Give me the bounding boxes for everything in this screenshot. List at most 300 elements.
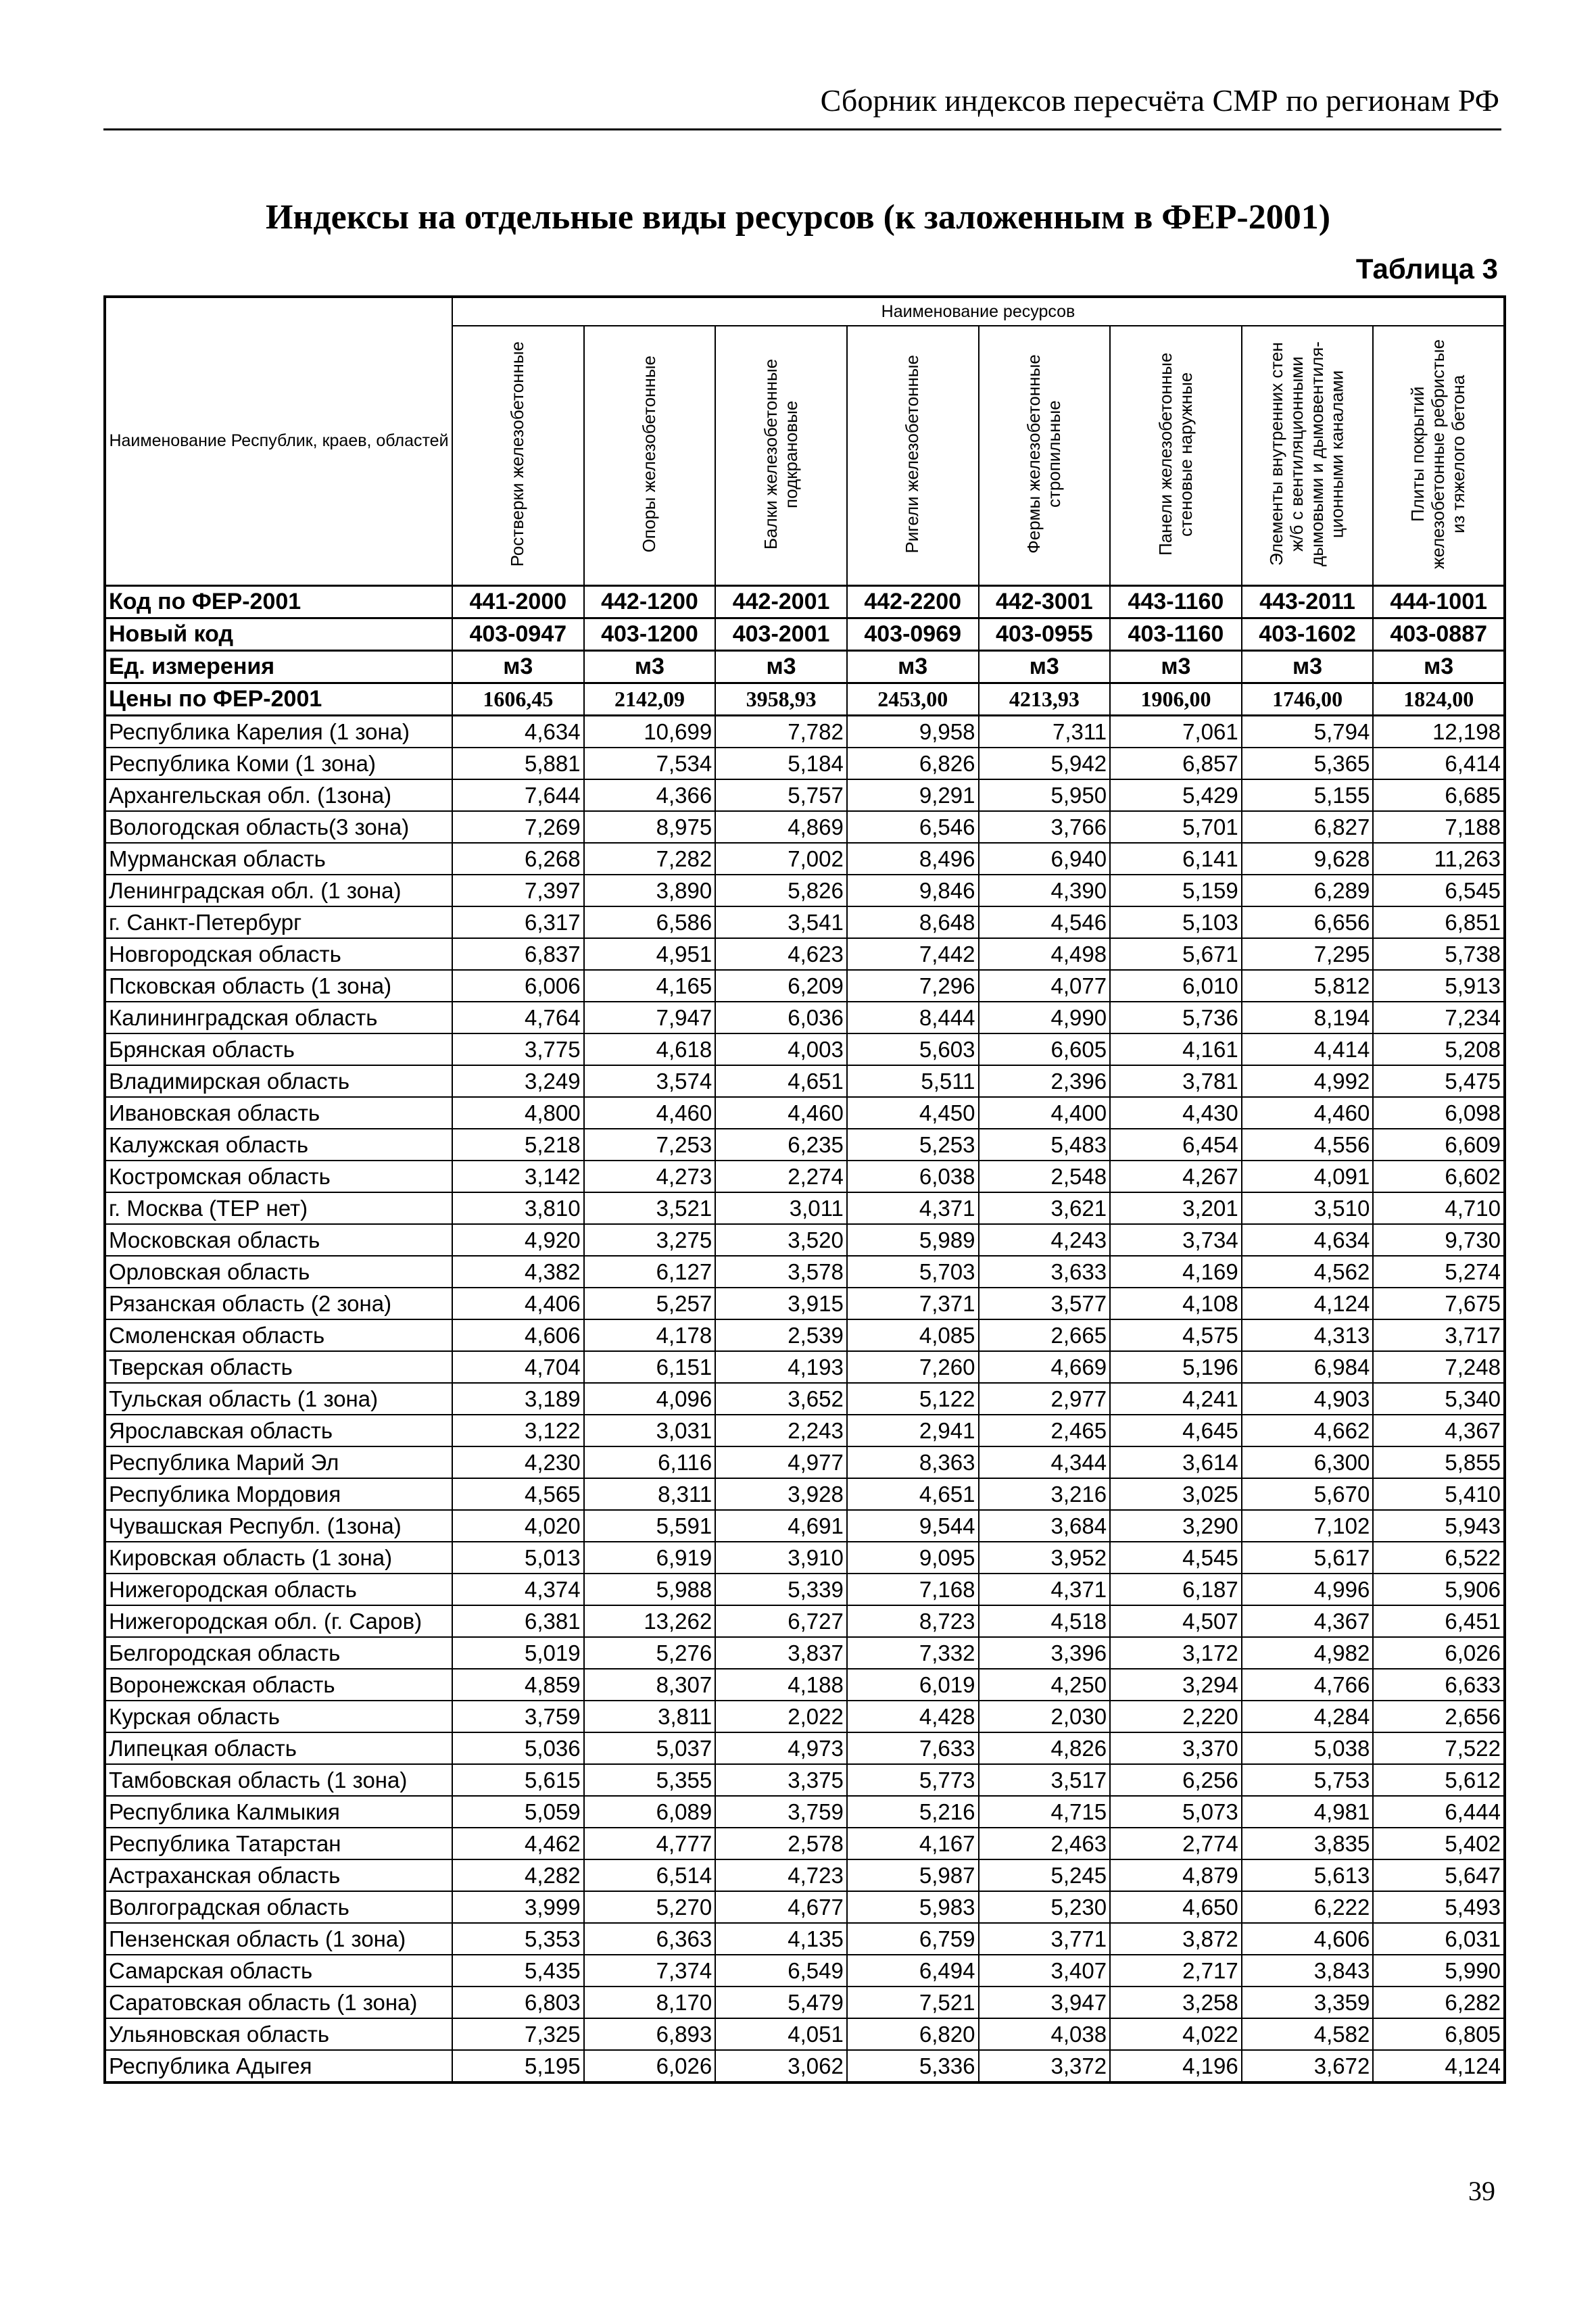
index-value: 5,493 [1373, 1891, 1505, 1923]
region-name: Тверская область [105, 1351, 452, 1383]
index-value: 2,463 [979, 1828, 1111, 1859]
index-value: 5,990 [1373, 1955, 1505, 1987]
price-cell: 2453,00 [847, 683, 979, 716]
index-value: 5,826 [715, 875, 847, 906]
index-value: 4,903 [1242, 1383, 1374, 1415]
index-value: 7,296 [847, 970, 979, 1002]
index-value: 3,201 [1110, 1192, 1242, 1224]
index-value: 3,578 [715, 1256, 847, 1288]
index-value: 3,275 [584, 1224, 716, 1256]
index-value: 5,155 [1242, 779, 1374, 811]
index-value: 6,026 [584, 2050, 716, 2082]
index-value: 3,810 [452, 1192, 584, 1224]
region-name: Республика Мордовия [105, 1478, 452, 1510]
unit-cell: м3 [1373, 651, 1505, 683]
index-value: 5,987 [847, 1859, 979, 1891]
index-value: 6,381 [452, 1605, 584, 1637]
index-value: 5,988 [584, 1574, 716, 1605]
index-value: 7,295 [1242, 938, 1374, 970]
index-value: 7,248 [1373, 1351, 1505, 1383]
index-value: 4,022 [1110, 2018, 1242, 2050]
index-value: 4,450 [847, 1097, 979, 1129]
index-value: 4,645 [1110, 1415, 1242, 1446]
index-value: 5,671 [1110, 938, 1242, 970]
index-value: 4,634 [452, 716, 584, 748]
unit-cell: м3 [1110, 651, 1242, 683]
index-value: 3,062 [715, 2050, 847, 2082]
index-value: 4,051 [715, 2018, 847, 2050]
table-row [105, 1701, 1505, 1732]
resource-column-header [1110, 326, 1242, 586]
region-name: Вологодская область(3 зона) [105, 811, 452, 843]
table-row [105, 1796, 1505, 1828]
price-cell: 3958,93 [715, 683, 847, 716]
index-value: 6,256 [1110, 1764, 1242, 1796]
price-cell: 1906,00 [1110, 683, 1242, 716]
price-row [105, 683, 1505, 716]
index-value: 3,510 [1242, 1192, 1374, 1224]
index-value: 7,633 [847, 1732, 979, 1764]
index-value: 5,757 [715, 779, 847, 811]
index-value: 5,511 [847, 1065, 979, 1097]
index-value: 6,827 [1242, 811, 1374, 843]
region-name: Ульяновская область [105, 2018, 452, 2050]
index-value: 5,218 [452, 1129, 584, 1161]
index-value: 4,546 [979, 906, 1111, 938]
index-value: 7,311 [979, 716, 1111, 748]
index-value: 4,677 [715, 1891, 847, 1923]
table-row [105, 716, 1505, 748]
resource-column-header [847, 326, 979, 586]
index-value: 3,684 [979, 1510, 1111, 1542]
index-value: 8,975 [584, 811, 716, 843]
index-value: 2,539 [715, 1319, 847, 1351]
index-value: 5,122 [847, 1383, 979, 1415]
index-value: 4,178 [584, 1319, 716, 1351]
region-column-header: Наименование Республик, краев, областей [105, 297, 452, 586]
index-value: 6,826 [847, 748, 979, 779]
index-value: 7,521 [847, 1987, 979, 2018]
index-value: 6,444 [1373, 1796, 1505, 1828]
index-value: 4,390 [979, 875, 1111, 906]
index-value: 6,282 [1373, 1987, 1505, 2018]
index-value: 5,647 [1373, 1859, 1505, 1891]
index-value: 7,102 [1242, 1510, 1374, 1542]
index-value: 6,609 [1373, 1129, 1505, 1161]
region-name: Владимирская область [105, 1065, 452, 1097]
index-value: 2,465 [979, 1415, 1111, 1446]
price-cell: 1746,00 [1242, 683, 1374, 716]
index-value: 6,038 [847, 1161, 979, 1192]
region-name: Самарская область [105, 1955, 452, 1987]
index-value: 4,091 [1242, 1161, 1374, 1192]
index-value: 3,574 [584, 1065, 716, 1097]
index-value: 4,460 [715, 1097, 847, 1129]
index-value: 4,460 [1242, 1097, 1374, 1129]
index-value: 7,534 [584, 748, 716, 779]
price-cell: 1824,00 [1373, 683, 1505, 716]
index-value: 4,167 [847, 1828, 979, 1859]
index-value: 2,243 [715, 1415, 847, 1446]
index-value: 7,260 [847, 1351, 979, 1383]
index-value: 6,026 [1373, 1637, 1505, 1669]
index-value: 3,872 [1110, 1923, 1242, 1955]
index-value: 5,738 [1373, 938, 1505, 970]
region-name: Липецкая область [105, 1732, 452, 1764]
index-value: 8,496 [847, 843, 979, 875]
new-code-label: Новый код [105, 618, 452, 651]
index-value: 6,414 [1373, 748, 1505, 779]
index-value: 6,602 [1373, 1161, 1505, 1192]
index-value: 5,479 [715, 1987, 847, 2018]
index-value: 6,010 [1110, 970, 1242, 1002]
table-row [105, 1637, 1505, 1669]
index-value: 3,025 [1110, 1478, 1242, 1510]
index-value: 3,835 [1242, 1828, 1374, 1859]
index-value: 6,893 [584, 2018, 716, 2050]
index-value: 8,723 [847, 1605, 979, 1637]
index-value: 5,355 [584, 1764, 716, 1796]
index-value: 3,759 [452, 1701, 584, 1732]
index-value: 4,951 [584, 938, 716, 970]
index-value: 7,188 [1373, 811, 1505, 843]
index-value: 4,366 [584, 779, 716, 811]
index-value: 4,869 [715, 811, 847, 843]
index-value: 6,036 [715, 1002, 847, 1033]
table-row [105, 970, 1505, 1002]
index-value: 2,220 [1110, 1701, 1242, 1732]
index-value: 4,723 [715, 1859, 847, 1891]
index-value: 6,857 [1110, 748, 1242, 779]
index-value: 4,800 [452, 1097, 584, 1129]
index-value: 4,020 [452, 1510, 584, 1542]
index-value: 4,382 [452, 1256, 584, 1288]
fer-code-cell: 442-1200 [584, 586, 716, 618]
index-value: 8,444 [847, 1002, 979, 1033]
index-value: 3,407 [979, 1955, 1111, 1987]
index-value: 3,031 [584, 1415, 716, 1446]
index-value: 6,940 [979, 843, 1111, 875]
index-value: 2,656 [1373, 1701, 1505, 1732]
index-value: 3,775 [452, 1033, 584, 1065]
table-row [105, 1764, 1505, 1796]
index-value: 2,022 [715, 1701, 847, 1732]
index-value: 6,209 [715, 970, 847, 1002]
index-value: 4,003 [715, 1033, 847, 1065]
region-name: Республика Карелия (1 зона) [105, 716, 452, 748]
region-name: Ивановская область [105, 1097, 452, 1129]
index-value: 5,073 [1110, 1796, 1242, 1828]
index-value: 4,977 [715, 1446, 847, 1478]
index-value: 4,374 [452, 1574, 584, 1605]
index-value: 2,578 [715, 1828, 847, 1859]
index-value: 6,633 [1373, 1669, 1505, 1701]
header-rule [103, 128, 1501, 130]
table-row [105, 1319, 1505, 1351]
region-name: Мурманская область [105, 843, 452, 875]
index-value: 5,365 [1242, 748, 1374, 779]
index-value: 4,344 [979, 1446, 1111, 1478]
index-value: 7,002 [715, 843, 847, 875]
index-value: 4,241 [1110, 1383, 1242, 1415]
index-value: 7,371 [847, 1288, 979, 1319]
region-name: Республика Татарстан [105, 1828, 452, 1859]
index-value: 7,442 [847, 938, 979, 970]
index-value: 5,230 [979, 1891, 1111, 1923]
index-value: 3,952 [979, 1542, 1111, 1574]
fer-code-cell: 442-2200 [847, 586, 979, 618]
table-row [105, 1002, 1505, 1033]
index-value: 5,703 [847, 1256, 979, 1288]
resource-name: Плиты покрытий железобетонные ребристые из тяжелого бетона [1407, 339, 1469, 569]
table-row [105, 1859, 1505, 1891]
index-value: 7,374 [584, 1955, 716, 1987]
index-value: 5,103 [1110, 906, 1242, 938]
table-row [105, 875, 1505, 906]
price-cell: 4213,93 [979, 683, 1111, 716]
index-value: 5,736 [1110, 1002, 1242, 1033]
index-value: 4,565 [452, 1478, 584, 1510]
running-head: Сборник индексов пересчёта СМР по регионам РФ [820, 83, 1499, 118]
index-value: 4,077 [979, 970, 1111, 1002]
index-value: 6,151 [584, 1351, 716, 1383]
region-name: г. Москва (ТЕР нет) [105, 1192, 452, 1224]
index-value: 5,613 [1242, 1859, 1374, 1891]
index-value: 6,656 [1242, 906, 1374, 938]
index-value: 5,881 [452, 748, 584, 779]
index-value: 3,370 [1110, 1732, 1242, 1764]
index-value: 5,591 [584, 1510, 716, 1542]
index-value: 5,950 [979, 779, 1111, 811]
index-value: 6,919 [584, 1542, 716, 1574]
table-row [105, 1161, 1505, 1192]
index-value: 6,984 [1242, 1351, 1374, 1383]
index-value: 5,257 [584, 1288, 716, 1319]
resource-name: Ригели железобетонные [902, 354, 923, 554]
index-value: 4,400 [979, 1097, 1111, 1129]
table-row [105, 1224, 1505, 1256]
index-value: 5,339 [715, 1574, 847, 1605]
index-value: 3,216 [979, 1478, 1111, 1510]
index-value: 4,606 [1242, 1923, 1374, 1955]
index-value: 6,820 [847, 2018, 979, 2050]
index-value: 4,135 [715, 1923, 847, 1955]
index-value: 2,030 [979, 1701, 1111, 1732]
index-value: 9,544 [847, 1510, 979, 1542]
index-value: 4,518 [979, 1605, 1111, 1637]
index-value: 7,522 [1373, 1732, 1505, 1764]
index-value: 5,402 [1373, 1828, 1505, 1859]
index-value: 4,859 [452, 1669, 584, 1701]
index-value: 3,843 [1242, 1955, 1374, 1987]
index-value: 2,977 [979, 1383, 1111, 1415]
index-value: 4,634 [1242, 1224, 1374, 1256]
index-value: 4,764 [452, 1002, 584, 1033]
region-name: Республика Адыгея [105, 2050, 452, 2082]
index-value: 3,614 [1110, 1446, 1242, 1478]
new-code-cell: 403-2001 [715, 618, 847, 651]
index-value: 3,837 [715, 1637, 847, 1669]
region-name: Костромская область [105, 1161, 452, 1192]
resource-name: Панели железобетонные стеновые наружные [1155, 352, 1196, 556]
fer-code-cell: 444-1001 [1373, 586, 1505, 618]
new-code-cell: 403-1160 [1110, 618, 1242, 651]
header-row-group [105, 297, 1505, 326]
index-value: 4,606 [452, 1319, 584, 1351]
index-value: 5,059 [452, 1796, 584, 1828]
index-value: 5,617 [1242, 1542, 1374, 1574]
index-value: 6,545 [1373, 875, 1505, 906]
index-value: 6,454 [1110, 1129, 1242, 1161]
region-name: Тамбовская область (1 зона) [105, 1764, 452, 1796]
index-value: 4,188 [715, 1669, 847, 1701]
index-value: 2,717 [1110, 1955, 1242, 1987]
unit-cell: м3 [847, 651, 979, 683]
index-value: 4,193 [715, 1351, 847, 1383]
index-value: 3,359 [1242, 1987, 1374, 2018]
table-row [105, 1542, 1505, 1574]
unit-row [105, 651, 1505, 683]
index-value: 5,794 [1242, 716, 1374, 748]
page-title: Индексы на отдельные виды ресурсов (к заложенным в ФЕР-2001) [265, 198, 1331, 237]
index-value: 4,715 [979, 1796, 1111, 1828]
index-value: 9,730 [1373, 1224, 1505, 1256]
index-value: 3,915 [715, 1288, 847, 1319]
index-value: 6,522 [1373, 1542, 1505, 1574]
index-value: 3,520 [715, 1224, 847, 1256]
table-row [105, 1732, 1505, 1764]
index-value: 5,184 [715, 748, 847, 779]
table-row [105, 1351, 1505, 1383]
unit-cell: м3 [584, 651, 716, 683]
table-row [105, 938, 1505, 970]
table-row [105, 1415, 1505, 1446]
index-value: 3,258 [1110, 1987, 1242, 2018]
index-value: 4,460 [584, 1097, 716, 1129]
price-label: Цены по ФЕР-2001 [105, 683, 452, 716]
index-value: 6,141 [1110, 843, 1242, 875]
index-value: 6,514 [584, 1859, 716, 1891]
index-value: 5,701 [1110, 811, 1242, 843]
table-row [105, 1955, 1505, 1987]
price-cell: 1606,45 [452, 683, 584, 716]
table-row [105, 1669, 1505, 1701]
index-value: 5,038 [1242, 1732, 1374, 1764]
index-value: 4,371 [979, 1574, 1111, 1605]
index-value: 10,699 [584, 716, 716, 748]
index-value: 5,013 [452, 1542, 584, 1574]
index-value: 4,651 [847, 1478, 979, 1510]
region-name: Смоленская область [105, 1319, 452, 1351]
unit-cell: м3 [1242, 651, 1374, 683]
resource-column-header [715, 326, 847, 586]
region-name: Калининградская область [105, 1002, 452, 1033]
resource-name: Опоры железобетонные [638, 355, 659, 553]
index-value: 3,947 [979, 1987, 1111, 2018]
index-value: 2,774 [1110, 1828, 1242, 1859]
index-value: 6,006 [452, 970, 584, 1002]
index-value: 5,276 [584, 1637, 716, 1669]
resource-column-header [979, 326, 1111, 586]
index-table [103, 295, 1506, 2084]
index-value: 5,603 [847, 1033, 979, 1065]
index-value: 6,300 [1242, 1446, 1374, 1478]
index-value: 4,462 [452, 1828, 584, 1859]
table-row [105, 1891, 1505, 1923]
index-value: 7,282 [584, 843, 716, 875]
index-value: 4,367 [1373, 1415, 1505, 1446]
index-value: 5,253 [847, 1129, 979, 1161]
region-name: Брянская область [105, 1033, 452, 1065]
new-code-cell: 403-1200 [584, 618, 716, 651]
index-value: 4,096 [584, 1383, 716, 1415]
index-value: 6,089 [584, 1796, 716, 1828]
table-row [105, 1065, 1505, 1097]
index-value: 4,498 [979, 938, 1111, 970]
index-value: 5,274 [1373, 1256, 1505, 1288]
index-value: 6,363 [584, 1923, 716, 1955]
index-value: 4,826 [979, 1732, 1111, 1764]
index-value: 7,397 [452, 875, 584, 906]
index-value: 8,311 [584, 1478, 716, 1510]
region-name: Нижегородская обл. (г. Саров) [105, 1605, 452, 1637]
table-row [105, 2050, 1505, 2082]
region-name: Воронежская область [105, 1669, 452, 1701]
resource-name: Ростверки железобетонные [507, 341, 528, 567]
index-value: 7,234 [1373, 1002, 1505, 1033]
index-value: 6,019 [847, 1669, 979, 1701]
index-value: 4,996 [1242, 1574, 1374, 1605]
region-name: Ленинградская обл. (1 зона) [105, 875, 452, 906]
index-value: 4,430 [1110, 1097, 1242, 1129]
region-name: Новгородская область [105, 938, 452, 970]
index-value: 5,340 [1373, 1383, 1505, 1415]
index-value: 4,618 [584, 1033, 716, 1065]
region-name: Волгоградская область [105, 1891, 452, 1923]
index-value: 5,429 [1110, 779, 1242, 811]
index-value: 8,307 [584, 1669, 716, 1701]
region-name: Московская область [105, 1224, 452, 1256]
index-value: 3,759 [715, 1796, 847, 1828]
index-value: 3,521 [584, 1192, 716, 1224]
index-value: 13,262 [584, 1605, 716, 1637]
index-value: 5,773 [847, 1764, 979, 1796]
index-value: 4,124 [1242, 1288, 1374, 1319]
index-value: 4,704 [452, 1351, 584, 1383]
region-name: Калужская область [105, 1129, 452, 1161]
index-value: 7,253 [584, 1129, 716, 1161]
index-value: 4,507 [1110, 1605, 1242, 1637]
table-row [105, 1574, 1505, 1605]
index-value: 5,612 [1373, 1764, 1505, 1796]
index-value: 6,098 [1373, 1097, 1505, 1129]
index-value: 7,061 [1110, 716, 1242, 748]
fer-code-cell: 443-1160 [1110, 586, 1242, 618]
index-value: 3,781 [1110, 1065, 1242, 1097]
resource-column-header [1373, 326, 1505, 586]
resource-column-header [452, 326, 584, 586]
index-value: 2,941 [847, 1415, 979, 1446]
index-value: 4,414 [1242, 1033, 1374, 1065]
index-value: 9,846 [847, 875, 979, 906]
index-value: 5,943 [1373, 1510, 1505, 1542]
index-value: 7,644 [452, 779, 584, 811]
index-value: 8,170 [584, 1987, 716, 2018]
index-value: 6,235 [715, 1129, 847, 1161]
region-name: Астраханская область [105, 1859, 452, 1891]
index-value: 3,172 [1110, 1637, 1242, 1669]
index-value: 2,396 [979, 1065, 1111, 1097]
